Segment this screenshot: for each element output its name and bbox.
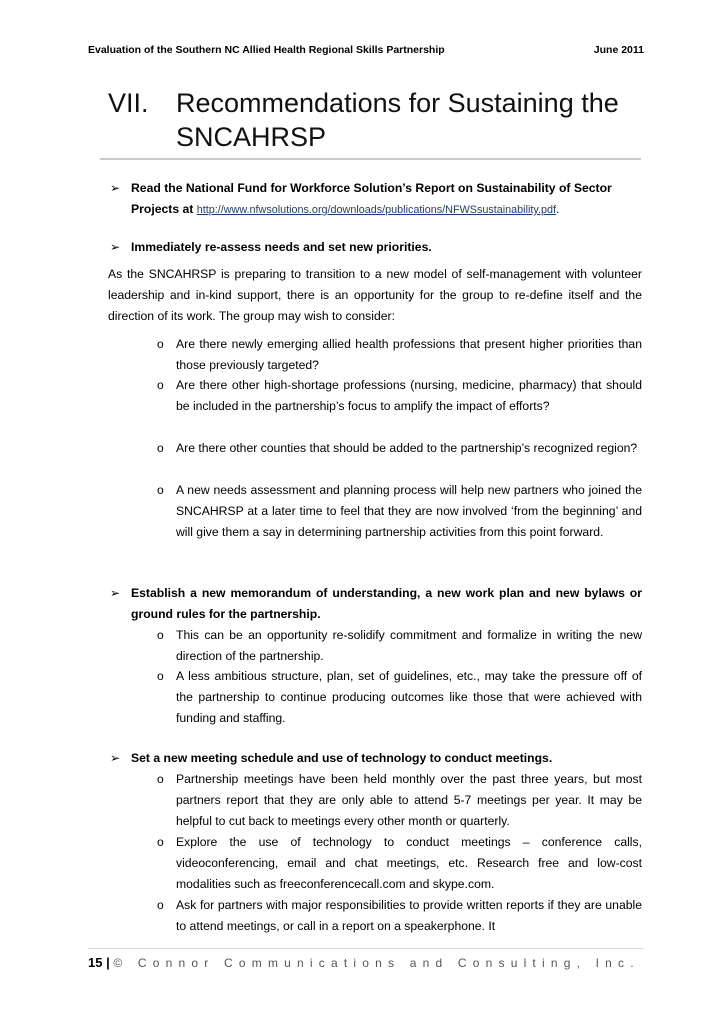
recommendation-2-paragraph: As the SNCAHRSP is preparing to transition to a new model of self-management with volunteer leadership and in-kind support, there is an opportunity for the group to re-define itself and the direction of its work. The group may wish to consider: bbox=[108, 267, 642, 323]
header-title: Evaluation of the Southern NC Allied Health Regional Skills Partnership bbox=[88, 44, 445, 56]
recommendation-1-text2: Projects at bbox=[131, 202, 197, 216]
arrow-bullet-icon: ➢ bbox=[110, 751, 121, 765]
section-title-line1: Recommendations for Sustaining the bbox=[176, 88, 619, 118]
recommendation-4: Set a new meeting schedule and use of technology to conduct meetings. bbox=[131, 751, 553, 765]
sub-bullet-icon: o bbox=[157, 378, 164, 392]
arrow-bullet-icon: ➢ bbox=[110, 240, 121, 254]
list-item: Are there newly emerging allied health professions that present higher priorities than those previously targeted? bbox=[176, 337, 642, 372]
sub-bullet-icon: o bbox=[157, 898, 164, 912]
sub-bullet-icon: o bbox=[157, 628, 164, 642]
list-item: Are there other counties that should be added to the partnership’s recognized region? bbox=[176, 441, 638, 455]
sub-bullet-icon: o bbox=[157, 669, 164, 683]
list-item: This can be an opportunity re-solidify commitment and formalize in writing the new direction of the partnership. bbox=[176, 628, 642, 663]
section-title-line2: SNCAHRSP bbox=[176, 122, 327, 152]
page-footer bbox=[88, 955, 640, 970]
list-item: A new needs assessment and planning process will help new partners who joined the SNCAHRSP at a later time to feel that they are now involved ‘from the beginning’ and will give them a say in determining partnership activities from this point forward. bbox=[176, 483, 642, 539]
sub-bullet-icon: o bbox=[157, 441, 164, 455]
arrow-bullet-icon: ➢ bbox=[110, 181, 121, 195]
sub-bullet-icon: o bbox=[157, 337, 164, 351]
section-number: VII. bbox=[108, 88, 149, 118]
page-number: 15 bbox=[88, 955, 103, 970]
header-date: June 2011 bbox=[593, 44, 644, 56]
footer-divider bbox=[88, 948, 644, 949]
list-item: Ask for partners with major responsibilities to provide written reports if they are unable to attend meetings, or call in a report on a speakerphone. It bbox=[176, 898, 642, 933]
sub-bullet-icon: o bbox=[157, 835, 164, 849]
recommendation-2: Immediately re-assess needs and set new priorities. bbox=[131, 240, 432, 254]
footer-separator: | bbox=[106, 955, 110, 970]
list-item: A less ambitious structure, plan, set of guidelines, etc., may take the pressure off of the partnership to continue producing outcomes like those that were achieved with funding and staffing. bbox=[176, 669, 642, 725]
sub-bullet-icon: o bbox=[157, 772, 164, 786]
period: . bbox=[556, 202, 560, 216]
footer-company: © Connor Communications and Consulting, Inc. bbox=[113, 956, 640, 970]
recommendation-1-text: Read the National Fund for Workforce Solution’s Report on Sustainability of Sector bbox=[131, 181, 612, 195]
list-item: Explore the use of technology to conduct meetings – conference calls, videoconferencing, email and chat meetings, etc. Research free and low-cost modalities such as freeconferencecall.com and skype.com. bbox=[176, 835, 642, 891]
recommendation-1 bbox=[131, 178, 642, 221]
arrow-bullet-icon: ➢ bbox=[110, 586, 121, 600]
nfws-report-link[interactable]: http://www.nfwsolutions.org/downloads/publications/NFWSsustainability.pdf bbox=[196, 204, 556, 216]
sub-bullet-icon: o bbox=[157, 483, 164, 497]
list-item: Partnership meetings have been held monthly over the past three years, but most partners report that they are only able to attend 5-7 meetings per year. It may be helpful to cut back to meetings every other month or quarterly. bbox=[176, 772, 642, 828]
recommendation-3: Establish a new memorandum of understanding, a new work plan and new bylaws or ground rules for the partnership. bbox=[131, 586, 642, 621]
list-item: Are there other high-shortage professions (nursing, medicine, pharmacy) that should be included in the partnership’s focus to amplify the impact of efforts? bbox=[176, 378, 642, 413]
